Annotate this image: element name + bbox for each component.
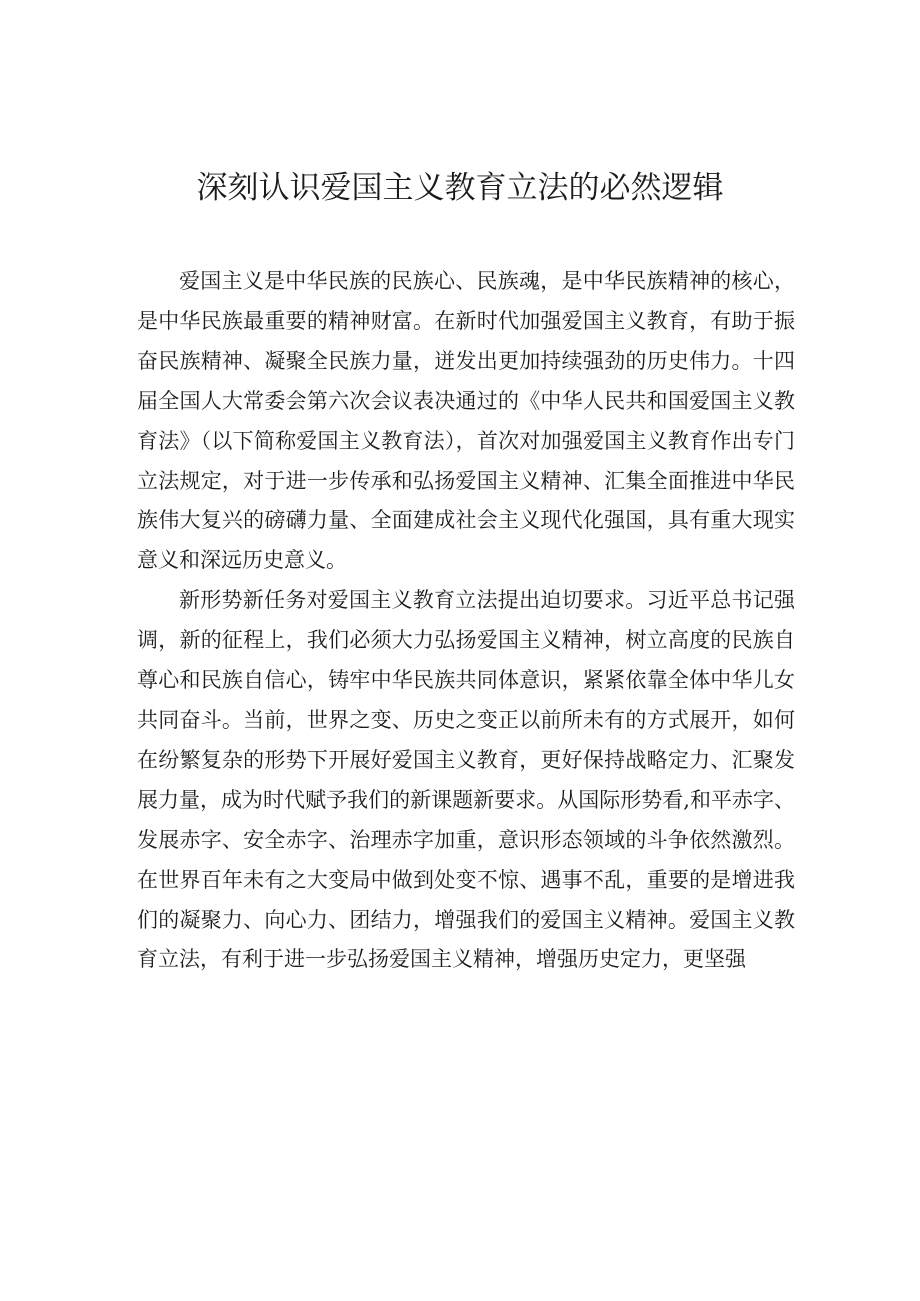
document-title: 深刻认识爱国主义教育立法的必然逻辑	[196, 170, 724, 206]
paragraph-1: 爱国主义是中华民族的民族心、民族魂，是中华民族精神的核心，是中华民族最重要的精神财富。在新时代加强爱国主义教育，有助于振奋民族精神、凝聚全民族力量，迸发出更加持续强劲的历史伟力。十四届全国人大常委会第六次会议表决通过的《中华人民共和国爱国主义教育法》（以下简称爱国主义教育法），首次对加强爱国主义教育作出专门立法规定，对于进一步传承和弘扬爱国主义精神、汇集全面推进中华民族伟大复兴的磅礴力量、全面建成社会主义现代化强国，具有重大现实意义和深远历史意义。	[137, 269, 795, 573]
paragraph-2: 新形势新任务对爱国主义教育立法提出迫切要求。习近平总书记强调，新的征程上，我们必须大力弘扬爱国主义精神，树立高度的民族自尊心和民族自信心，铸牢中华民族共同体意识，紧紧依靠全体中华儿女共同奋斗。当前，世界之变、历史之变正以前所未有的方式展开，如何在纷繁复杂的形势下开展好爱国主义教育，更好保持战略定力、汇聚发展力量，成为时代赋予我们的新课题新要求。从国际形势看,和平赤字、发展赤字、安全赤字、治理赤字加重，意识形态领域的斗争依然激烈。在世界百年未有之大变局中做到处变不惊、遇事不乱，重要的是增进我们的凝聚力、向心力、团结力，增强我们的爱国主义精神。爱国主义教育立法，有利于进一步弘扬爱国主义精神，增强历史定力，更坚强	[137, 588, 795, 972]
document-body	[137, 262, 795, 980]
